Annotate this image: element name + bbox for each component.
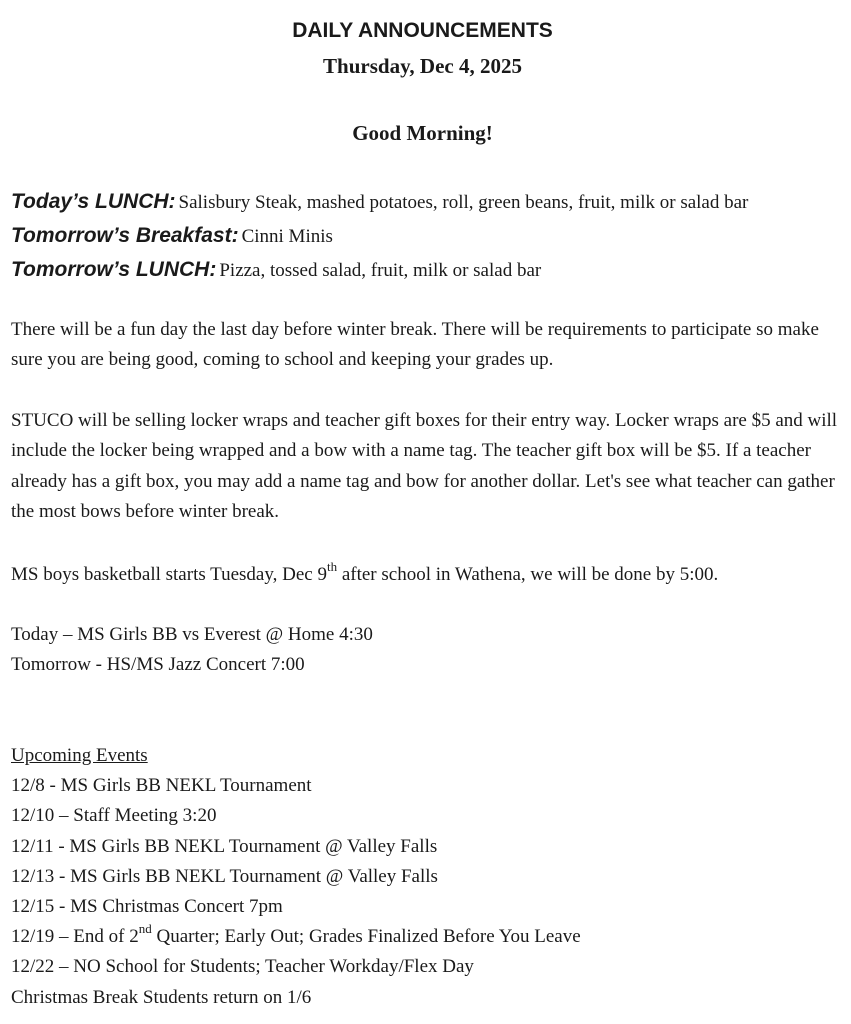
- meal-tomorrow-lunch: [11, 253, 841, 287]
- meal-label: Tomorrow’s Breakfast:: [11, 224, 239, 247]
- meal-value: Salisbury Steak, mashed potatoes, roll, green beans, fruit, milk or salad bar: [178, 192, 749, 213]
- basketball-text: MS boys basketball starts Tuesday, Dec 9: [11, 564, 327, 585]
- upcoming-events-heading: Upcoming Events: [11, 745, 148, 766]
- greeting: Good Morning!: [352, 121, 493, 145]
- event-item: 12/11 - MS Girls BB NEKL Tournament @ Valley Falls: [11, 835, 438, 857]
- ordinal-suffix: nd: [138, 920, 152, 936]
- event-text-rest: Quarter; Early Out; Grades Finalized Before You Leave: [151, 926, 581, 948]
- meal-label: Today’s LUNCH:: [11, 190, 176, 213]
- event-text: 12/19 – End of 2: [11, 926, 139, 948]
- meal-value: Cinni Minis: [241, 226, 333, 247]
- stuco-announcement: STUCO will be selling locker wraps and teacher gift boxes for their entry way. Locker wraps are $5 and will include the locker being wrapped and a bow with a name tag. The teacher gift box will be $5. If a teacher already has a gift box, you may add a name tag and bow for another dollar. Let's see what teacher can gather the most bows before winter break.: [11, 410, 838, 522]
- meal-menu: [11, 185, 841, 287]
- schedule-tomorrow: Tomorrow - HS/MS Jazz Concert 7:00: [11, 654, 305, 675]
- schedule: [11, 620, 841, 680]
- meal-today-lunch: [11, 185, 841, 219]
- event-item: [11, 922, 841, 952]
- basketball-announcement: [11, 560, 841, 590]
- event-item: 12/10 – Staff Meeting 3:20: [11, 805, 217, 827]
- ordinal-suffix: th: [326, 558, 338, 574]
- upcoming-events: [11, 741, 841, 1013]
- event-item: Christmas Break Students return on 1/6: [11, 986, 312, 1008]
- event-item: 12/22 – NO School for Students; Teacher Workday/Flex Day: [11, 956, 474, 978]
- announcement-date: Thursday, Dec 4, 2025: [323, 54, 522, 78]
- page-title: DAILY ANNOUNCEMENTS: [292, 19, 553, 42]
- meal-value: Pizza, tossed salad, fruit, milk or salad bar: [219, 260, 542, 281]
- event-item: 12/8 - MS Girls BB NEKL Tournament: [11, 775, 312, 797]
- fun-day-announcement: There will be a fun day the last day before winter break. There will be requirements to participate so make sure you are being good, coming to school and keeping your grades up.: [11, 319, 819, 371]
- basketball-text-rest: after school in Wathena, we will be done by 5:00.: [337, 564, 719, 585]
- event-item: 12/15 - MS Christmas Concert 7pm: [11, 896, 283, 918]
- schedule-today: Today – MS Girls BB vs Everest @ Home 4:30: [11, 624, 373, 645]
- meal-label: Tomorrow’s LUNCH:: [11, 258, 217, 281]
- event-item: 12/13 - MS Girls BB NEKL Tournament @ Valley Falls: [11, 865, 438, 887]
- meal-tomorrow-breakfast: [11, 219, 841, 253]
